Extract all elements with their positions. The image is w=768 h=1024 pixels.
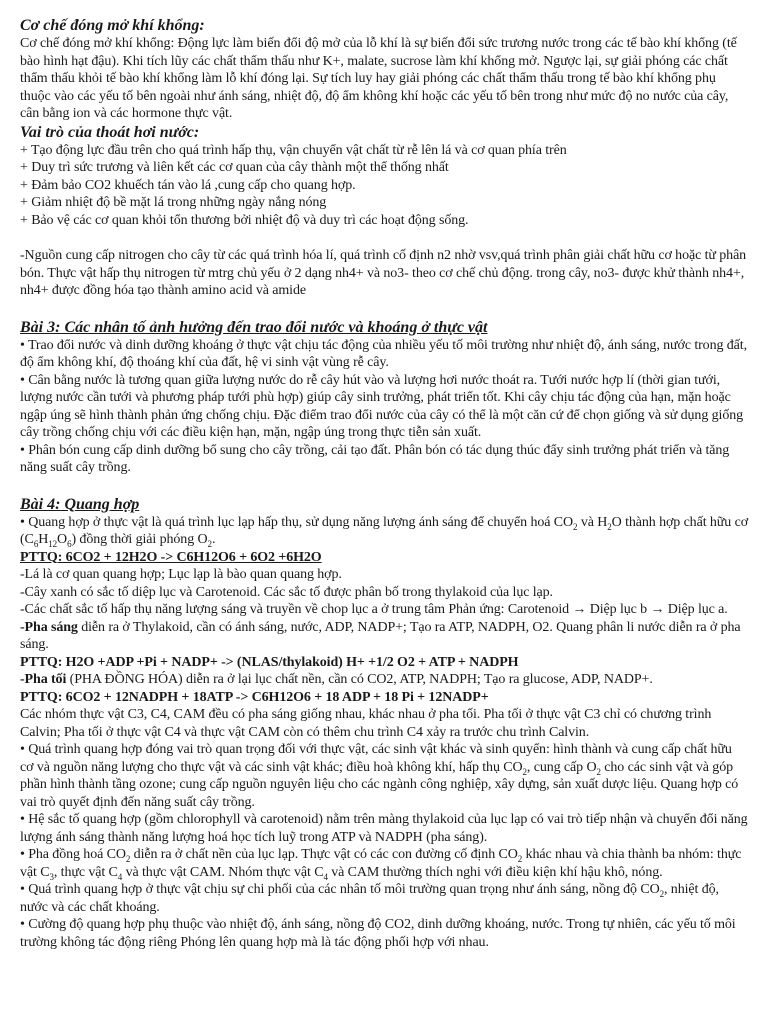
list-item: • Phân bón cung cấp dinh dưỡng bổ sung cho cây trồng, cải tạo đất. Phân bón có tác dụng thúc đẩy sinh trưởng phát triển và tăng năng suất cây trồng. <box>20 442 730 475</box>
list-item: • Cân bằng nước là tương quan giữa lượng nước do rễ cây hút vào và lượng hơi nước thoát ra. Tưới nước hợp lí (thời gian tưới, lượng nước cần tưới và phương pháp tưới phù hợp) giúp cây sinh trưởng, phát triển tốt. Khi cây chịu tác động của hạn, mặn hoặc ngập úng sẽ hình thành phản ứng chống chịu. Đặc điểm trao đổi nước của cây có thể là một căn cứ để chọn giống và sử dụng giống cây trồng chống chịu với các điều kiện hạn, mặn, ngập úng trong thực tiễn sản xuất. <box>20 372 744 440</box>
list-item: • Trao đổi nước và dinh dưỡng khoáng ở thực vật chịu tác động của nhiều yếu tố môi trường như nhiệt độ, ánh sáng, nước trong đất, độ ẩm không khí, độ thoáng khí của đất, hệ vi sinh vật vùng rễ cây. <box>20 337 747 370</box>
list-item: + Bảo vệ các cơ quan khỏi tổn thương bởi nhiệt độ và duy trì các hoạt động sống. <box>20 212 469 228</box>
paragraph-nitrogen: -Nguồn cung cấp nitrogen cho cây từ các quá trình hóa lí, quá trình cố định n2 nhờ vsv,quá trình phân giải chất hữu cơ hoặc từ phân bón. Thực vật hấp thụ nitrogen từ mtrg chủ yếu ở 2 dạng nh4+ và no3- theo cơ chế chủ động. trong cây, no3- được khử thành nh4+, nh4+ được đồng hóa tạo thành amino acid và amide <box>20 248 747 298</box>
paragraph-light-phase: -Pha sáng diễn ra ở Thylakoid, cần có ánh sáng, nước, ADP, NADP+; Tạo ra ATP, NADPH, O2. Quang phân li nước diễn ra ở pha sáng. <box>20 619 741 652</box>
list-item: + Giảm nhiệt độ bề mặt lá trong những ngày nắng nóng <box>20 195 327 210</box>
paragraph-dark-phase: -Pha tối (PHA ĐỒNG HÓA) diễn ra ở lại lục chất nền, cần có CO2, ATP, NADPH; Tạo ra glucose, ADP, NADP+. <box>20 672 653 687</box>
paragraph-stomata-mechanism: Cơ chế đóng mở khí khổng: Động lực làm biến đổi độ mở của lỗ khí là sự biến đổi sức trương nước trong các tế bào khí khổng (tế bào hình hạt đậu). Khi tích lũy các chất thẩm thấu như K+, malate, sucrose làm khí khổng mở. Ngược lại, sự giải phóng các chất thẩm thấu khỏi tế bào khí khổng làm lỗ khí đóng lại. Sự tích luy hay giải phóng các chất thẩm thấu trong tế bào khí khổng phụ thuộc vào các yếu tố bên ngoài như ánh sáng, nhiệt độ, độ ẩm không khí hoặc các yếu tố bên trong như mức độ no nước của cây, cân bằng ion và các hormone thực vật. <box>20 36 737 121</box>
line-pigments: -Cây xanh có sắc tố diệp lục và Carotenoid. Các sắc tố được phân bố trong thylakoid của lục lạp. <box>20 584 553 600</box>
heading-lesson-4: Bài 4: Quang hợp <box>20 495 140 513</box>
list-item: + Tạo động lực đầu trên cho quá trình hấp thụ, vận chuyển vật chất từ rễ lên lá và cơ quan phía trên <box>20 142 567 158</box>
paragraph-role: • Quá trình quang hợp đóng vai trò quan trọng đối với thực vật, các sinh vật khác và sinh quyển: hình thành và cung cấp chất hữu cơ và nguồn năng lượng cho thực vật và các sinh vật khác; điều hoà không khí, hấp thụ $CO_2$, cung cấp $O_2$ cho các sinh vật và góp phần hình thành tầng ozone; cung cấp nguồn nguyên liệu cho các ngành công nghiệp, xây dựng, sản xuất dược liệu. Quang hợp có vai trò quyết định đến năng suất cây trồng. <box>20 742 739 810</box>
equation-light-phase: PTTQ: H2O +ADP +Pi + NADP+ -> (NLAS/thylakoid) H+ +1/2 O2 + ATP + NADPH <box>20 654 519 670</box>
paragraph-environment: • Quá trình quang hợp ở thực vật chịu sự chi phối của các nhân tố môi trường quan trọng như ánh sáng, nồng độ $CO_2$, nhiệt độ, nước và các chất khoáng. <box>20 882 719 915</box>
paragraph-intensity: • Cường độ quang hợp phụ thuộc vào nhiệt độ, ánh sáng, nồng độ CO2, dinh dưỡng khoáng, nước. Trong tự nhiên, các yếu tố môi trường không tác động riêng Phóng lên quang hợp mà là tác động phối hợp với nhau. <box>20 917 736 950</box>
equation-overall: PTTQ: 6CO2 + 12H2O -> C6H12O6 + 6O2 +6H2O <box>20 549 322 565</box>
heading-lesson-3: Bài 3: Các nhân tố ảnh hưởng đến trao đổi nước và khoáng ở thực vật <box>20 318 488 336</box>
list-item: + Đảm bảo CO2 khuếch tán vào lá ,cung cấp cho quang hợp. <box>20 177 356 193</box>
paragraph-c3-c4-cam: Các nhóm thực vật C3, C4, CAM đều có pha sáng giống nhau, khác nhau ở pha tối. Pha tối ở thực vật C3 chỉ có chương trình Calvin; Pha tối ở thực vật C4 và thực vật CAM còn có thêm chu trình C4 xảy ra trước chu trình Calvin. <box>20 707 712 740</box>
line-energy-transfer: -Các chất sắc tố hấp thụ năng lượng sáng và truyền về chop lục a ở trung tâm Phản ứng: Carotenoid → Diệp lục b → Diệp lục a. <box>20 602 728 617</box>
heading-stomata-mechanism: Cơ chế đóng mở khí khổng: <box>20 17 205 34</box>
paragraph-co2-fixation: • Pha đồng hoá $CO_2$ diễn ra ở chất nền của lục lạp. Thực vật có các con đường cố định $CO_2$ khác nhau và chia thành ba nhóm: thực vật $C_3$, thực vật $C_4$ và thực vật CAM. Nhóm thực vật $C_4$ và CAM thường thích nghi với điều kiện khí hậu khô, nóng. <box>20 847 742 882</box>
heading-transpiration-role: Vai trò của thoát hơi nước: <box>20 123 200 141</box>
line-leaf-organ: -Lá là cơ quan quang hợp; Lục lạp là bào quan quang hợp. <box>20 567 342 582</box>
paragraph-pigment-system: • Hệ sắc tố quang hợp (gồm chlorophyll và carotenoid) nằm trên màng thylakoid của lục lạp có vai trò tiếp nhận và chuyển đổi năng lượng ánh sáng thành năng lượng hoá học tích luỹ trong ATP và NADPH (pha sáng). <box>20 812 748 845</box>
paragraph-photosynthesis-intro: • Quang hợp ở thực vật là quá trình lục lạp hấp thụ, sử dụng năng lượng ánh sáng để chuyển hoá $CO_2$ và $H_2O$ thành hợp chất hữu cơ $(C_6H_{12}O_6)$ đồng thời giải phóng $O_2$. <box>20 514 748 549</box>
list-item: + Duy trì sức trương và liên kết các cơ quan của cây thành một thể thống nhất <box>20 160 449 175</box>
equation-dark-phase: PTTQ: 6CO2 + 12NADPH + 18ATP -> C6H12O6 + 18 ADP + 18 Pi + 12NADP+ <box>20 689 489 705</box>
